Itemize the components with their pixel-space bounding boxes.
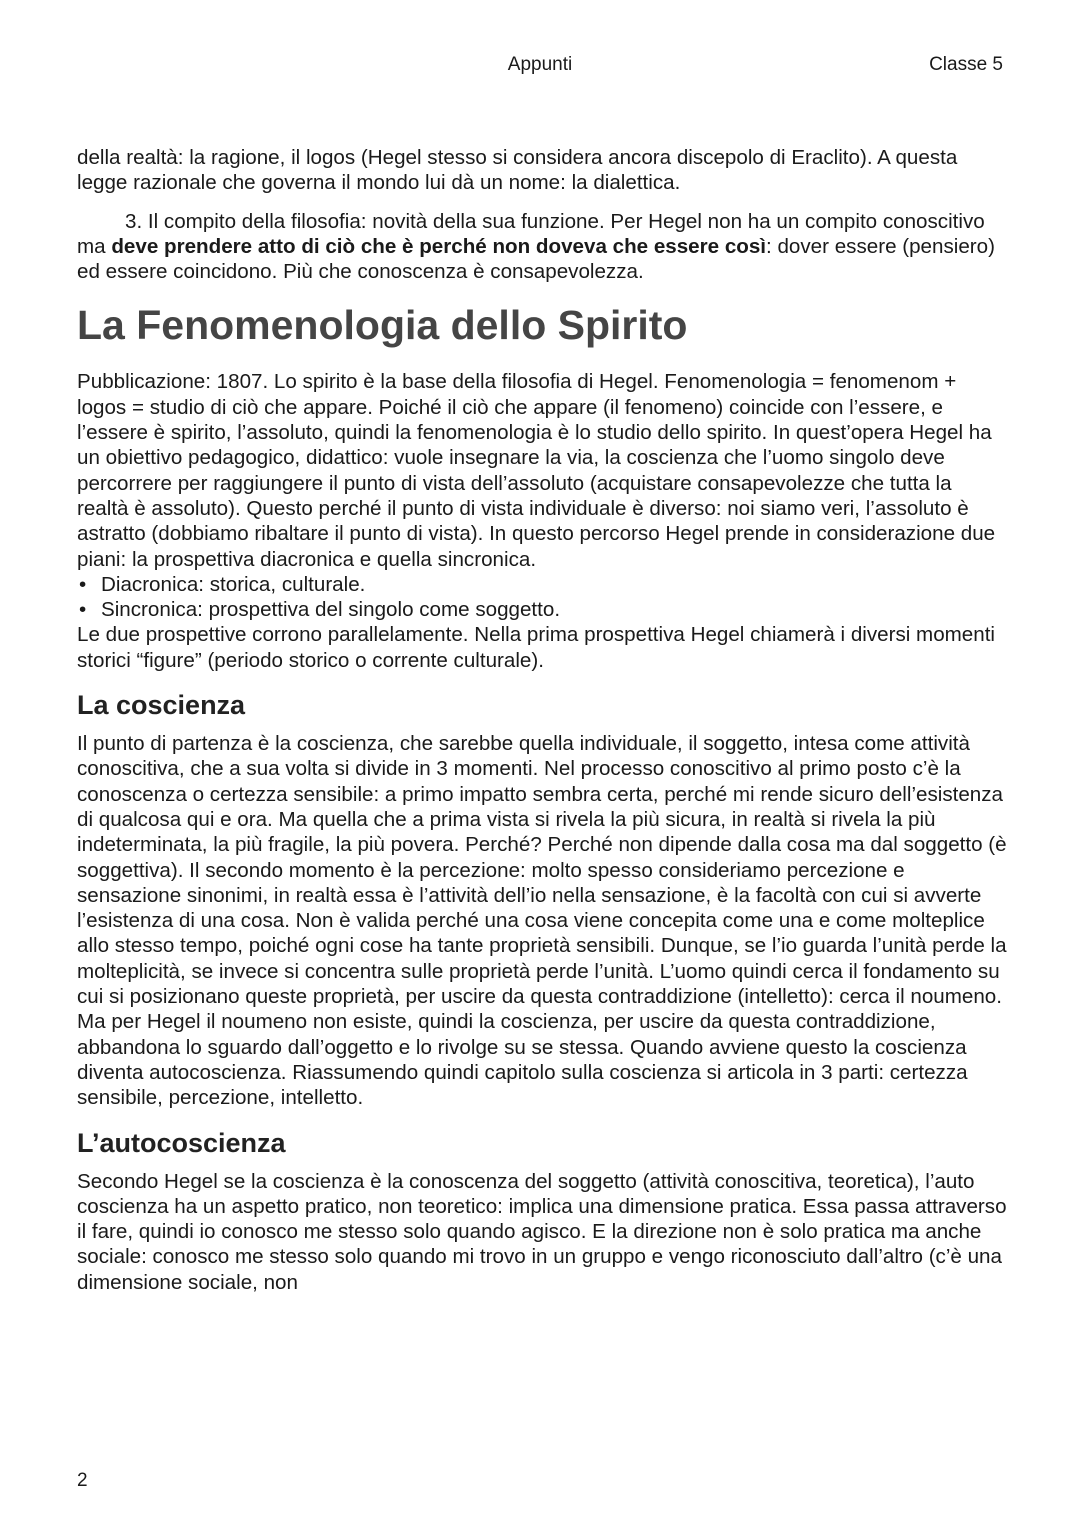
coscienza-heading: La coscienza (77, 690, 246, 721)
after-list-paragraph: Le due prospettive corrono parallelamente. Nella prima prospettiva Hegel chiamerà i diversi momenti storici “figure” (periodo storico o corrente culturale). (77, 623, 996, 672)
point-3-paragraph (77, 209, 1007, 285)
list-item (77, 572, 1007, 597)
autocoscienza-paragraph: Secondo Hegel se la coscienza è la conoscenza del soggetto (attività conoscitiva, teoretica), l’auto coscienza ha un aspetto pratico, non teoretico: implica una dimensione pratica. Essa passa attraverso il fare, quindi io conosco me stesso solo quando agisco. E la direzione non è solo pratica ma anche sociale: conosco me stesso solo quando mi trovo in un gruppo e vengo riconosciuto dall’altro (c’è una dimensione sociale, non (77, 1169, 1007, 1294)
list-item (77, 597, 1007, 622)
coscienza-paragraph: Il punto di partenza è la coscienza, che sarebbe quella individuale, il soggetto, intesa come attività conoscitiva, che a sua volta si divide in 3 momenti. Nel processo conoscitivo al primo posto c’è la conoscenza o certezza sensibile: a primo impatto sembra certa, perché mi rende sicuro dell’esistenza di qualcosa qui e ora. Ma quella che a prima vista si rivela la più sicura, in realtà si rivela la più indeterminata, la più fragile, la più povera. Perché? Perché non dipende dalla cosa ma dal soggetto (è soggettiva). Il secondo momento è la percezione: molto spesso consideriamo percezione e sensazione sinonimi, in realtà essa è l’attività dell’io nella sensazione, è la facoltà con cui si avverte l’esistenza di una cosa. Non è valida perché una cosa viene concepita come una e come molteplice allo stesso tempo, poiché ogni cose ha tante proprietà sensibili. Dunque, se l’io guarda l’unità perde la molteplicità, se invece si concentra sulle proprietà perde l’unità. L’uomo quindi cerca il fondamento su cui si posizionano queste proprietà, per uscire da questa contraddizione (intelletto): cerca il noumeno. Ma per Hegel il noumeno non esiste, quindi la coscienza, per uscire da questa contraddizione, abbandona lo sguardo dall’oggetto e lo rivolge su se stessa. Quando avviene questo la coscienza diventa autocoscienza. Riassumendo quindi capitolo sulla coscienza si articola in 3 parti: certezza sensibile, percezione, intelletto. (77, 732, 1007, 1110)
page-header (0, 54, 1080, 80)
point-3-text-end: : dover essere (pensiero) ed essere coincidono. Più che conoscenza è consapevolezza. (77, 234, 995, 284)
header-title: Appunti (507, 54, 573, 75)
perspective-list (77, 572, 1007, 623)
point-3-text: 3. Il compito della filosofia: novità della sua funzione. Per Hegel non ha un compito conoscitivo ma (77, 209, 985, 258)
list-item-text: Diacronica: storica, culturale. (101, 572, 366, 596)
bullet-icon: • (79, 572, 87, 596)
fenomenologia-paragraph: Pubblicazione: 1807. Lo spirito è la base della filosofia di Hegel. Fenomenologia = fenomenom + logos = studio di ciò che appare. Poiché il ciò che appare (il fenomeno) coincide con l’essere, e l’essere è spirito, l’assoluto, quindi la fenomenologia è lo studio dello spirito. In quest’opera Hegel ha un obiettivo pedagogico, didattico: vuole insegnare la via, la coscienza che l’uomo singolo deve percorrere per raggiungere il punto di vista dell’assoluto (acquistare consapevolezze che tutta la realtà è assoluto). Questo perché il punto di vista individuale è diverso: noi siamo veri, l’assoluto è astratto (dobbiamo ribaltare il punto di vista). In questo percorso Hegel prende in considerazione due piani: la prospettiva diacronica e quella sincronica. (77, 370, 996, 571)
point-3-bold-text: deve prendere atto di ciò che è perché non doveva che essere così (111, 234, 767, 258)
section-title: La Fenomenologia dello Spirito (77, 302, 688, 349)
list-item-text: Sincronica: prospettiva del singolo come soggetto. (101, 598, 561, 622)
page-number: 2 (77, 1470, 88, 1491)
header-class-label: Classe 5 (929, 54, 1003, 75)
document-body (77, 145, 1007, 1295)
autocoscienza-heading: L’autocoscienza (77, 1127, 286, 1158)
intro-paragraph: della realtà: la ragione, il logos (Hegel stesso si considera ancora discepolo di Eraclito). A questa legge razionale che governa il mondo lui dà un nome: la dialettica. (77, 146, 958, 195)
bullet-icon: • (79, 598, 87, 622)
